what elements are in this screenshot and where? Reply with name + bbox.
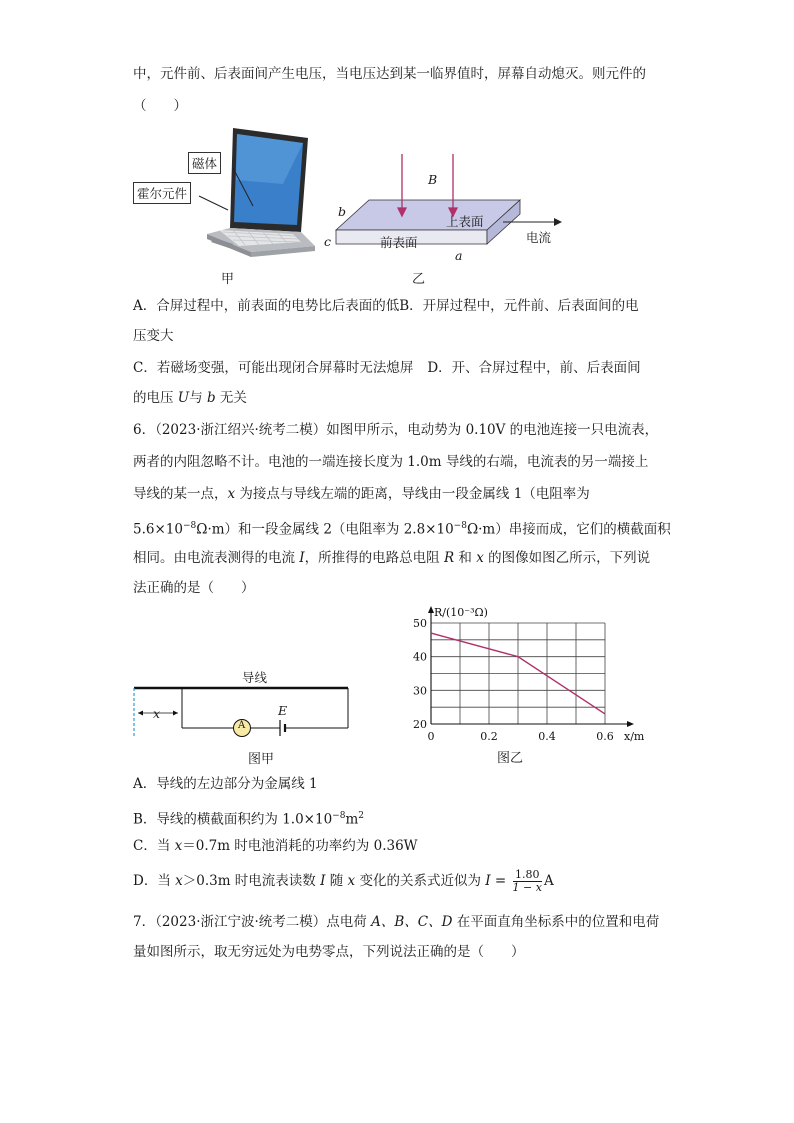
- text: 无关: [215, 390, 247, 406]
- label-a: a: [455, 248, 463, 263]
- q6-option-D: [133, 866, 554, 896]
- q5-figure-yi: [322, 150, 572, 287]
- var-I: I: [485, 873, 491, 889]
- text: ＞0.3m 时电流表读数: [182, 873, 321, 889]
- label-hall-element: 霍尔元件: [133, 182, 191, 204]
- label-b: b: [338, 204, 347, 219]
- label-wire: 导线: [242, 670, 268, 685]
- x-tick-label: 0.4: [538, 730, 556, 743]
- caption-yi: 乙: [412, 272, 426, 287]
- q6-option-A: A．导线的左边部分为金属线 1: [133, 776, 318, 792]
- q5-stem-line1: 中，元件前、后表面间产生电压，当电压达到某一临界值时，屏幕自动熄灭。则元件的: [133, 66, 646, 82]
- text: 和: [454, 550, 477, 566]
- y-tick-label: 50: [413, 617, 427, 630]
- q5-option-D-cont: [133, 388, 247, 408]
- label-x: x: [153, 706, 161, 721]
- text: D．当: [133, 873, 176, 889]
- q6-stem-line5: [133, 548, 650, 568]
- var-b: b: [206, 390, 216, 406]
- distance-arrow-right: [173, 711, 178, 716]
- q6-figure-yi: [405, 602, 645, 767]
- y-tick-label: 20: [413, 718, 427, 731]
- label-front-surface: 前表面: [380, 235, 418, 250]
- text: 5.6×10: [133, 521, 183, 538]
- text: =: [490, 873, 511, 889]
- current-arrow-head: [554, 218, 562, 226]
- x-tick-label: 0.2: [480, 730, 498, 743]
- text: 相同。由电流表测得的电流: [133, 550, 300, 566]
- exponent: −8: [332, 811, 346, 821]
- caption-fig-yi: 图乙: [497, 751, 524, 766]
- label-magnet: 磁体: [188, 152, 221, 174]
- label-c: c: [324, 234, 332, 249]
- text: C．当: [133, 838, 175, 854]
- q6-stem-line3: [133, 484, 590, 504]
- text: 随: [325, 873, 348, 889]
- caption-fig-jia: 图甲: [248, 752, 275, 767]
- q5-option-B: B．开屏过程中，元件前、后表面间的电: [399, 298, 639, 314]
- var-x: x: [174, 838, 183, 854]
- chart-ticks: [413, 606, 645, 743]
- var-x: x: [476, 550, 484, 566]
- hall-pointer-line: [199, 196, 228, 210]
- q5-option-AB: [133, 296, 639, 316]
- r-x-chart: [405, 602, 645, 747]
- text: ，所推得的电路总电阻: [304, 550, 444, 566]
- var-x: x: [227, 486, 236, 502]
- text: 7．（2023·浙江宁波·统考二模）点电荷: [133, 914, 372, 930]
- text: 的图像如图乙所示，下列说: [483, 550, 651, 566]
- q6-option-B: [133, 806, 364, 830]
- label-current: 电流: [526, 230, 552, 245]
- var-x: x: [175, 873, 183, 889]
- fraction-numerator: 1.80: [513, 869, 542, 882]
- q6-stem-line2: 两者的内阻忽略不计。电池的一端连接长度为 1.0m 导线的右端，电流表的另一端接上: [133, 454, 649, 470]
- var-U: U: [177, 390, 190, 406]
- x-tick-label: 0.6: [596, 730, 614, 743]
- var-x: x: [347, 873, 356, 889]
- q5-option-D: D．开、合屏过程中，前、后表面间: [427, 360, 641, 376]
- fraction-denominator: 1 − x: [512, 881, 542, 894]
- text: Ω·m）和一段金属线 2（电阻率为 2.8×10: [196, 521, 454, 538]
- q7-stem-line2: 量如图所示，取无穷远处为电势零点，下列说法正确的是（ ）: [133, 944, 525, 960]
- y-tick-label: 30: [413, 684, 427, 698]
- distance-arrow-left: [138, 711, 143, 716]
- label-B: B: [428, 172, 438, 187]
- unit: A: [543, 873, 554, 889]
- x-axis-arrow: [627, 721, 634, 727]
- exponent: −8: [453, 521, 467, 531]
- q7-stem-line1: [133, 912, 659, 932]
- chart-axes: [428, 606, 634, 727]
- label-top-surface: 上表面: [446, 214, 484, 229]
- q5-option-B-cont: 压变大: [133, 328, 174, 344]
- text: 变化的关系式近似为: [355, 873, 486, 889]
- text: 在平面直角坐标系中的位置和电荷: [452, 914, 660, 930]
- q5-option-CD: [133, 358, 641, 378]
- text: B．导线的横截面积约为 1.0×10: [133, 811, 333, 828]
- charge-names: A、B、C、D: [371, 914, 453, 930]
- x-tick-label: 0: [427, 730, 435, 743]
- q6-option-C: [133, 836, 418, 856]
- text: 为接点与导线左端的距离，导线由一段金属线 1（电阻率为: [235, 486, 590, 502]
- text: 导线的某一点，: [133, 486, 228, 502]
- exponent: 2: [358, 811, 364, 821]
- chart-grid: [431, 623, 605, 724]
- q6-stem-line6: 法正确的是（ ）: [133, 580, 255, 596]
- fraction: [513, 869, 542, 894]
- y-axis-label: R/(10⁻³Ω): [434, 606, 488, 619]
- ammeter-label: A: [238, 720, 246, 731]
- y-tick-label: 40: [413, 650, 427, 664]
- x-axis-label: x/m: [624, 730, 645, 743]
- q5-stem-line2: （ ）: [133, 98, 187, 114]
- text: m: [345, 811, 359, 828]
- q6-stem-line4: [133, 516, 671, 540]
- var-I: I: [320, 873, 326, 889]
- exponent: −8: [182, 521, 197, 531]
- text: 与: [189, 390, 207, 406]
- text: ＝0.7m 时电池消耗的功率约为 0.36W: [182, 838, 418, 854]
- q5-option-A: A．合屏过程中，前表面的电势比后表面的低: [133, 298, 400, 314]
- q5-figure-jia: [133, 124, 333, 287]
- var-R: R: [443, 550, 455, 566]
- text: Ω·m）串接而成，它们的横截面积: [466, 521, 671, 538]
- var-I: I: [299, 550, 305, 566]
- q6-figure-jia: [130, 666, 355, 766]
- label-emf: E: [278, 703, 288, 718]
- q5-option-C: C．若磁场变强，可能出现闭合屏幕时无法熄屏: [133, 360, 414, 376]
- text: 的电压: [133, 390, 178, 406]
- q6-stem-line1: 6．（2023·浙江绍兴·统考二模）如图甲所示，电动势为 0.10V 的电池连接一只电流表，: [133, 422, 659, 438]
- caption-jia: 甲: [221, 272, 235, 287]
